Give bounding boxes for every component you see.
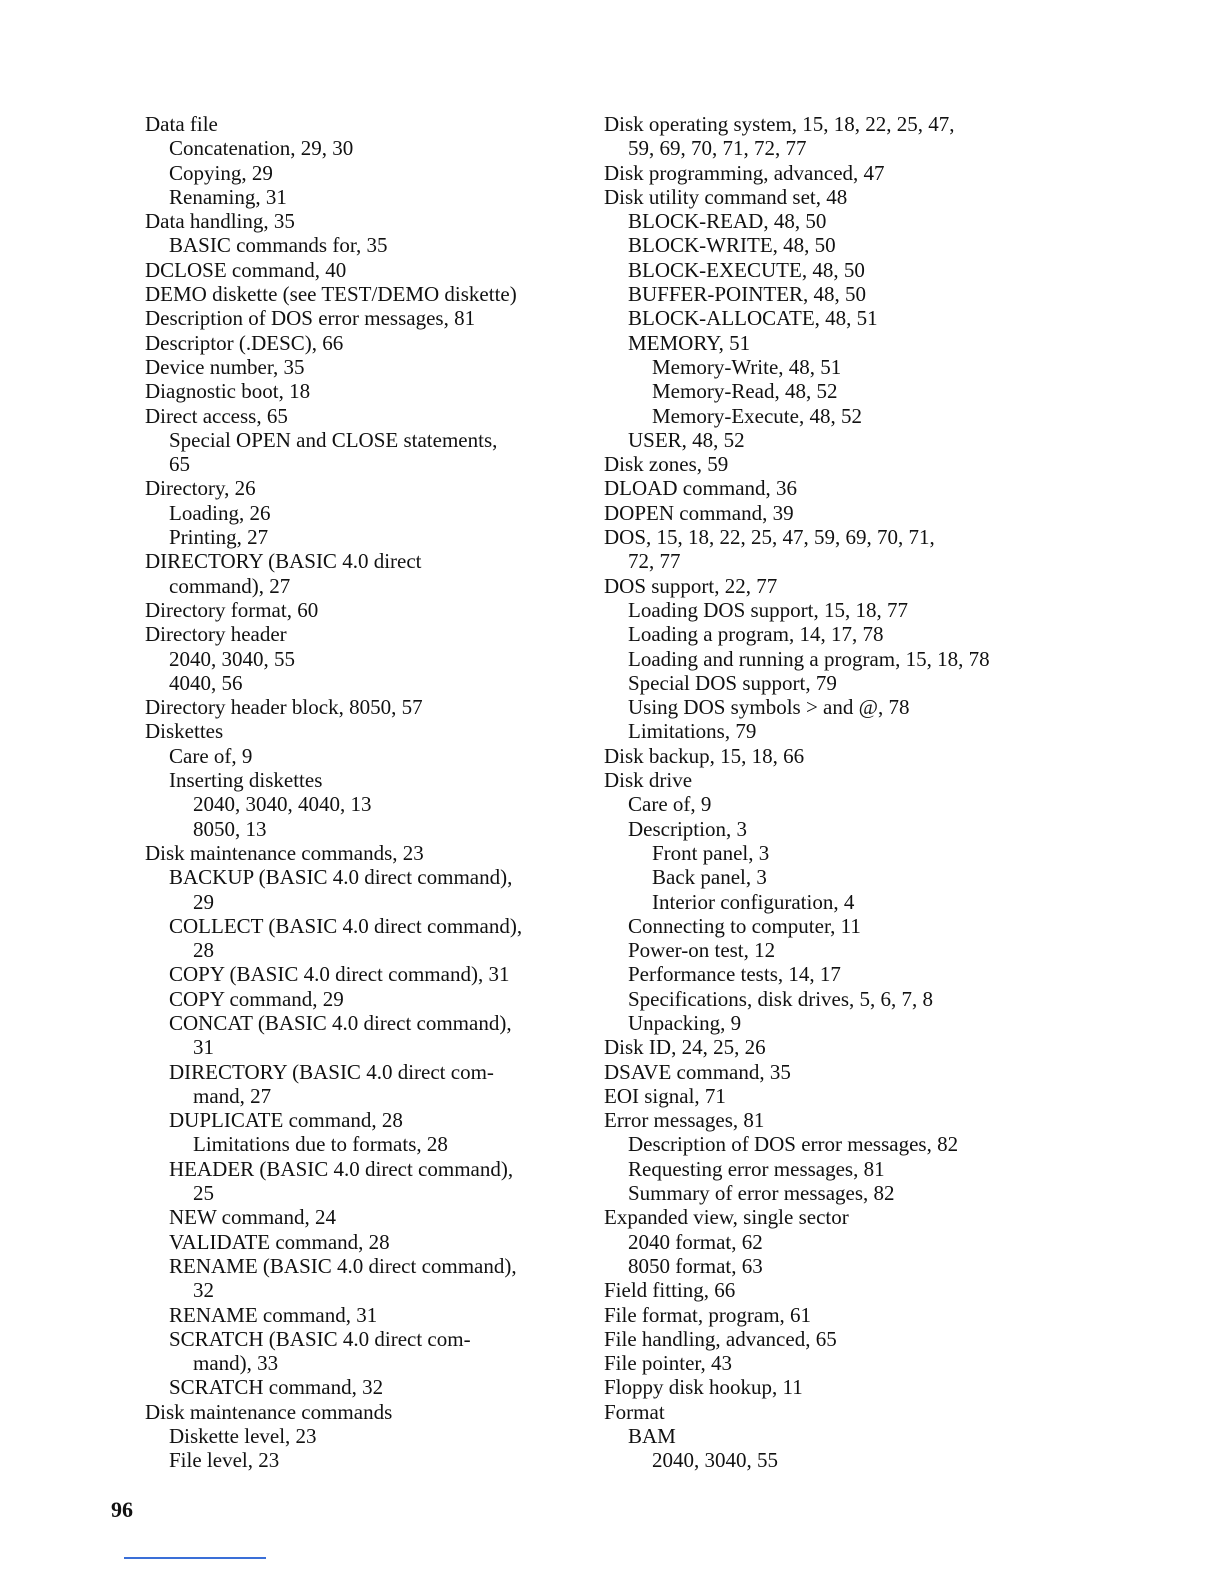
index-entry: VALIDATE command, 28: [169, 1229, 390, 1254]
index-entry: DEMO diskette (see TEST/DEMO diskette): [145, 282, 517, 307]
index-entry: 29: [193, 889, 214, 914]
index-entry: 8050 format, 63: [628, 1253, 763, 1278]
index-entry: BLOCK-READ, 48, 50: [628, 209, 827, 234]
index-entry: BASIC commands for, 35: [169, 233, 388, 258]
index-entry: Using DOS symbols > and @, 78: [628, 695, 910, 720]
index-entry: Disk utility command set, 48: [604, 184, 848, 209]
index-entry: Format: [604, 1399, 665, 1424]
index-entry: Disk ID, 24, 25, 26: [604, 1035, 766, 1060]
index-entry: DOS support, 22, 77: [604, 573, 778, 598]
index-entry: Printing, 27: [169, 525, 269, 550]
index-entry: Concatenation, 29, 30: [169, 136, 354, 161]
index-entry: Inserting diskettes: [169, 768, 323, 793]
index-entry: Expanded view, single sector: [604, 1205, 849, 1230]
index-entry: Diskettes: [145, 719, 224, 744]
index-entry: Diskette level, 23: [169, 1424, 317, 1449]
index-entry: 65: [169, 452, 190, 477]
index-entry: Back panel, 3: [652, 865, 767, 890]
index-entry: COLLECT (BASIC 4.0 direct command),: [169, 913, 523, 938]
index-entry: 2040, 3040, 55: [169, 646, 295, 671]
index-entry: DLOAD command, 36: [604, 476, 798, 501]
index-entry: RENAME (BASIC 4.0 direct command),: [169, 1253, 517, 1278]
index-entry: Loading DOS support, 15, 18, 77: [628, 597, 908, 622]
index-entry: Disk drive: [604, 768, 693, 793]
index-entry: Renaming, 31: [169, 184, 287, 209]
index-entry: Loading, 26: [169, 500, 271, 525]
index-entry: Special OPEN and CLOSE statements,: [169, 427, 498, 452]
index-entry: BLOCK-ALLOCATE, 48, 51: [628, 306, 878, 331]
index-entry: File format, program, 61: [604, 1302, 812, 1327]
index-entry: Disk programming, advanced, 47: [604, 160, 885, 185]
index-entry: BLOCK-EXECUTE, 48, 50: [628, 257, 865, 282]
index-entry: 2040, 3040, 55: [652, 1448, 778, 1473]
index-entry: SCRATCH (BASIC 4.0 direct com-: [169, 1326, 471, 1351]
index-entry: DSAVE command, 35: [604, 1059, 791, 1084]
index-entry: Directory header: [145, 622, 287, 647]
index-entry: Error messages, 81: [604, 1108, 765, 1133]
index-entry: BACKUP (BASIC 4.0 direct command),: [169, 865, 513, 890]
index-entry: 32: [193, 1278, 214, 1303]
page-number: 96: [111, 1497, 133, 1522]
index-entry: 72, 77: [628, 549, 681, 574]
index-entry: Memory-Read, 48, 52: [652, 379, 838, 404]
index-entry: Directory, 26: [145, 476, 256, 501]
index-entry: Disk backup, 15, 18, 66: [604, 743, 805, 768]
index-entry: command), 27: [169, 573, 291, 598]
index-entry: Disk maintenance commands, 23: [145, 840, 424, 865]
index-entry: mand), 33: [193, 1351, 279, 1376]
index-entry: 59, 69, 70, 71, 72, 77: [628, 136, 807, 161]
index-entry: DOPEN command, 39: [604, 500, 794, 525]
index-entry: Loading and running a program, 15, 18, 78: [628, 646, 990, 671]
index-entry: Data handling, 35: [145, 209, 295, 234]
index-entry: Memory-Execute, 48, 52: [652, 403, 862, 428]
index-entry: Diagnostic boot, 18: [145, 379, 311, 404]
index-entry: EOI signal, 71: [604, 1083, 726, 1108]
index-entry: Limitations due to formats, 28: [193, 1132, 448, 1157]
index-entry: USER, 48, 52: [628, 427, 745, 452]
index-entry: Disk maintenance commands: [145, 1399, 393, 1424]
index-entry: Floppy disk hookup, 11: [604, 1375, 803, 1400]
index-entry: COPY (BASIC 4.0 direct command), 31: [169, 962, 510, 987]
index-entry: 28: [193, 938, 214, 963]
footer-rule: [124, 1557, 266, 1559]
index-entry: DIRECTORY (BASIC 4.0 direct com-: [169, 1059, 494, 1084]
index-entry: Special DOS support, 79: [628, 670, 837, 695]
index-entry: Device number, 35: [145, 354, 305, 379]
index-entry: BAM: [628, 1424, 676, 1449]
index-entry: Data file: [145, 112, 218, 136]
index-entry: Connecting to computer, 11: [628, 913, 861, 938]
index-entry: Directory format, 60: [145, 597, 319, 622]
index-entry: File handling, advanced, 65: [604, 1326, 837, 1351]
index-entry: 4040, 56: [169, 670, 243, 695]
index-entry: mand, 27: [193, 1083, 272, 1108]
index-entry: Care of, 9: [628, 792, 712, 817]
index-entry: Direct access, 65: [145, 403, 288, 428]
index-entry: File level, 23: [169, 1448, 280, 1473]
index-entry: File pointer, 43: [604, 1351, 733, 1376]
index-entry: Specifications, disk drives, 5, 6, 7, 8: [628, 986, 934, 1011]
index-entry: Memory-Write, 48, 51: [652, 354, 842, 379]
index-entry: Summary of error messages, 82: [628, 1181, 895, 1206]
index-entry: Limitations, 79: [628, 719, 757, 744]
index-entry: Interior configuration, 4: [652, 889, 855, 914]
index-entry: Loading a program, 14, 17, 78: [628, 622, 884, 647]
index-entry: DCLOSE command, 40: [145, 257, 347, 282]
index-entry: Directory header block, 8050, 57: [145, 695, 423, 720]
index-entry: Power-on test, 12: [628, 938, 776, 963]
index-entry: DIRECTORY (BASIC 4.0 direct: [145, 549, 422, 574]
index-entry: SCRATCH command, 32: [169, 1375, 384, 1400]
index-entry: 2040 format, 62: [628, 1229, 763, 1254]
index-entry: HEADER (BASIC 4.0 direct command),: [169, 1156, 514, 1181]
index-entry: CONCAT (BASIC 4.0 direct command),: [169, 1010, 512, 1035]
index-entry: Description, 3: [628, 816, 747, 841]
index-entry: Unpacking, 9: [628, 1010, 742, 1035]
index-entry: Copying, 29: [169, 160, 273, 185]
index-entry: Front panel, 3: [652, 840, 770, 865]
index-entry: Field fitting, 66: [604, 1278, 736, 1303]
index-entry: Disk operating system, 15, 18, 22, 25, 47,: [604, 112, 955, 136]
index-entry: Requesting error messages, 81: [628, 1156, 885, 1181]
index-entry: Descriptor (.DESC), 66: [145, 330, 344, 355]
index-entry: MEMORY, 51: [628, 330, 751, 355]
index-entry: Description of DOS error messages, 82: [628, 1132, 959, 1157]
index-entry: 2040, 3040, 4040, 13: [193, 792, 372, 817]
index-entry: Performance tests, 14, 17: [628, 962, 841, 987]
index-entry: 25: [193, 1181, 214, 1206]
index-entry: COPY command, 29: [169, 986, 344, 1011]
index-entry: 8050, 13: [193, 816, 267, 841]
index-entry: RENAME command, 31: [169, 1302, 378, 1327]
index-entry: Description of DOS error messages, 81: [145, 306, 476, 331]
index-entry: NEW command, 24: [169, 1205, 336, 1230]
index-entry: 31: [193, 1035, 214, 1060]
index-entry: DUPLICATE command, 28: [169, 1108, 403, 1133]
index-entry: BUFFER-POINTER, 48, 50: [628, 282, 867, 307]
index-right-column: [604, 112, 1204, 1473]
index-entry: Care of, 9: [169, 743, 253, 768]
index-left-column: [145, 112, 585, 1473]
index-entry: BLOCK-WRITE, 48, 50: [628, 233, 836, 258]
index-entry: DOS, 15, 18, 22, 25, 47, 59, 69, 70, 71,: [604, 525, 935, 550]
index-entry: Disk zones, 59: [604, 452, 729, 477]
